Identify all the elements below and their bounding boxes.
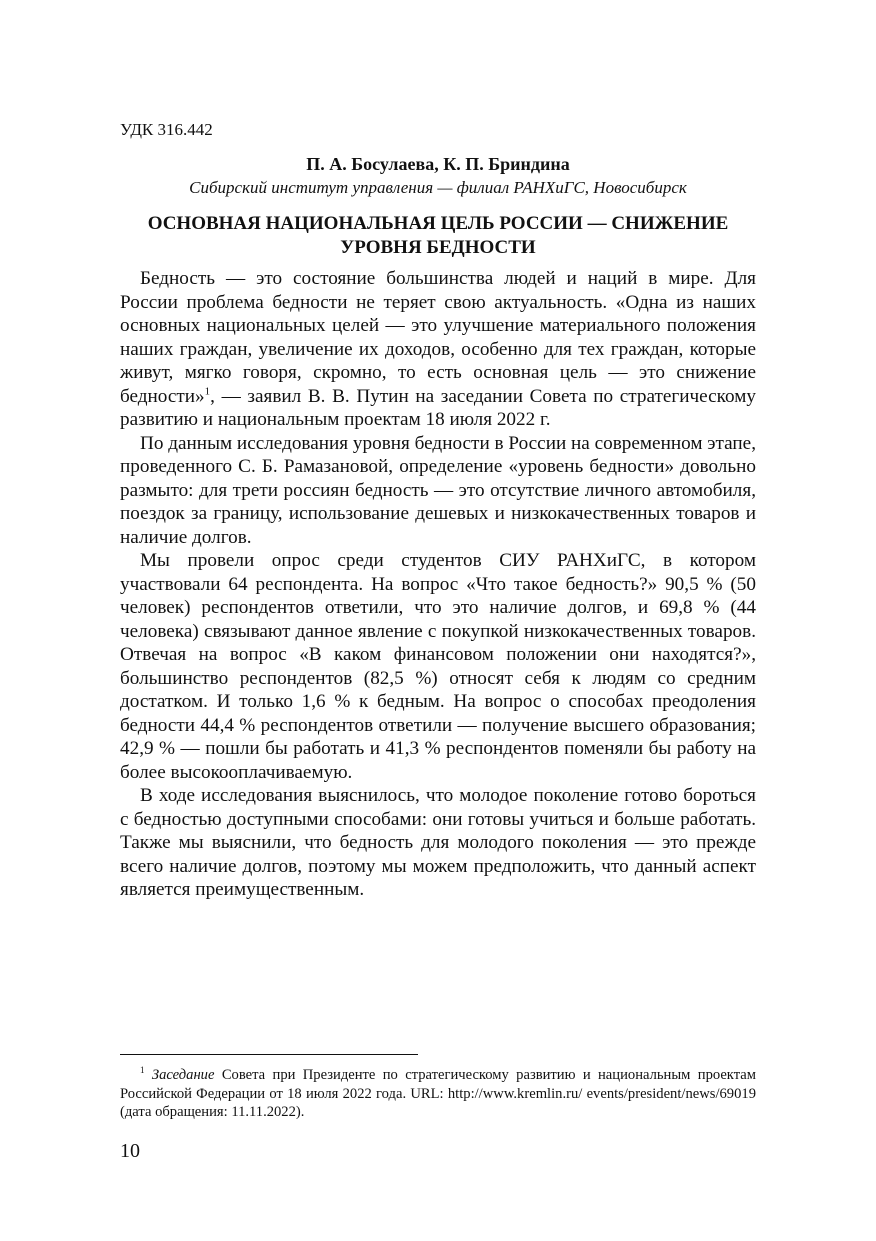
footnote-marker: 1 bbox=[140, 1065, 145, 1076]
paragraph-2: По данным исследования уровня бедности в России на современном этапе, проведенного С. Б. Рамазановой, определение «уровень бедности» довольно размыто: для трети россиян бедность — это отсутствие личного автомобиля, поездок за границу, использование дешевых и низкокачественных товаров и наличие долгов. bbox=[120, 432, 756, 548]
udk-code: УДК 316.442 bbox=[120, 120, 213, 139]
footnote-reference: 1 bbox=[204, 385, 211, 398]
page-number: 10 bbox=[120, 1140, 140, 1162]
paragraph-3: Мы провели опрос среди студентов СИУ РАНХиГС, в котором участвовали 64 респондента. На вопрос «Что такое бедность?» 90,5 % (50 человек) респондентов ответили, что это наличие долгов, и 69,8 % (44 человека) связывают данное явление с покупкой низкокачественных товаров. Отвечая на вопрос «В каком финансовом положении они находятся?», большинство респондентов (82,5 %) относят себя к людям со средним достатком. И только 1,6 % к бедным. На вопрос о способах преодоления бедности 44,4 % респондентов ответили — получение высшего образования; 42,9 % — пошли бы работать и 41,3 % респондентов поменяли бы работу на более высокооплачиваемую. bbox=[120, 550, 756, 783]
footnote-text: Совета при Президенте по стратегическому развитию и национальным проектам Российской Федерации от 18 июля 2022 года. URL: http://www.kremlin.ru/ events/president/news/69019 (дата обращения: 11.11.2022). bbox=[120, 1067, 756, 1120]
footnote-body bbox=[120, 1066, 756, 1122]
footnote bbox=[120, 1066, 756, 1122]
paragraph-4: В ходе исследования выяснилось, что молодое поколение готово бороться с бедностью доступными способами: они готовы учиться и больше работать. Также мы выяснили, что бедность для молодого поколения — это прежде всего наличие долгов, поэтому мы можем предположить, что данный аспект является преимущественным. bbox=[120, 785, 756, 900]
article-title bbox=[120, 212, 756, 260]
paragraph-1-text: Бедность — это состояние большинства людей и наций в мире. Для России проблема бедности не теряет свою актуальность. «Одна из наших основных национальных целей — это улучшение материального положения наших граждан, увеличение их доходов, особенно для тех граждан, которые живут, мягко говоря, скромно, то есть основная цель — это снижение бедности» bbox=[120, 268, 756, 407]
article-title-line-1: ОСНОВНАЯ НАЦИОНАЛЬНАЯ ЦЕЛЬ РОССИИ — СНИЖЕНИЕ bbox=[147, 213, 729, 234]
footnote-separator bbox=[120, 1054, 418, 1055]
paragraph-1 bbox=[120, 267, 756, 432]
paragraph-1-text-cont: , — заявил В. В. Путин на заседании Совета по стратегическому развитию и национальным проектам 18 июля 2022 г. bbox=[120, 385, 756, 430]
article-body bbox=[120, 267, 756, 902]
article-title-line-2: УРОВНЯ БЕДНОСТИ bbox=[340, 237, 536, 258]
footnote-italic-word: Заседание bbox=[151, 1067, 215, 1083]
authors: П. А. Босулаева, К. П. Бриндина bbox=[306, 154, 570, 174]
affiliation: Сибирский институт управления — филиал РАНХиГС, Новосибирск bbox=[189, 178, 687, 197]
